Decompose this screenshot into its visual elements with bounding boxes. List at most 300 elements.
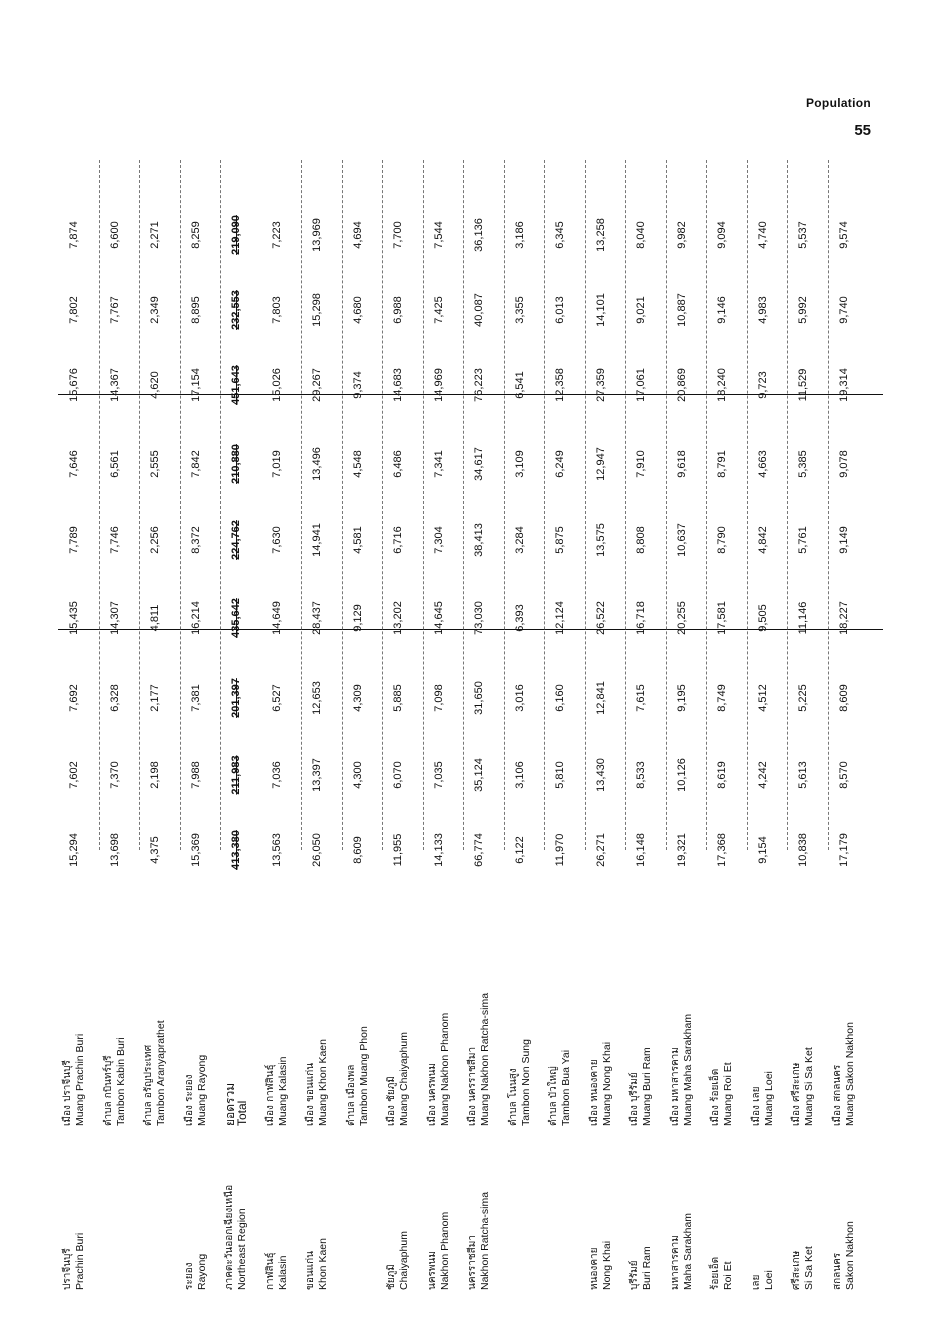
district-thai: ตำบล บัวใหญ่ [548,1066,559,1126]
population-value: 8,619 [716,761,728,789]
population-value: 8,040 [635,221,647,249]
district-cell [832,861,856,1126]
district-thai: ตำบล อรัญประเทศ [143,1044,154,1126]
district-cell [103,861,127,1126]
population-value: 5,885 [392,684,404,712]
population-value: 3,106 [513,761,526,789]
population-value: 8,790 [716,526,728,554]
district-thai: เมือง ชัยภูมิ [386,1076,397,1126]
province-cell [265,1132,289,1290]
population-value: 14,969 [432,368,445,402]
province-thai: มหาสารคาม [669,1235,681,1290]
province-english: Si Sa Ket [803,1246,815,1290]
province-english: Loei [762,1270,775,1290]
population-value: 6,013 [554,296,566,324]
population-value: 2,256 [149,526,161,554]
population-value: 15,294 [68,833,80,867]
population-value: 8,259 [189,221,202,249]
district-english: Muang Khon Kaen [317,1039,329,1126]
population-value: 7,425 [432,296,445,324]
population-value: 8,609 [351,836,364,864]
population-value: 6,541 [513,371,526,399]
population-value: 14,133 [432,833,445,867]
population-value: 10,637 [675,523,688,557]
row-separator [180,160,181,850]
population-value: 6,160 [554,684,566,712]
population-value: 12,358 [554,368,566,402]
population-value: 7,910 [635,450,647,478]
population-value: 4,620 [149,371,161,399]
province-english: Prachin Buri [74,1232,86,1290]
province-cell [791,1132,815,1290]
population-value: 15,369 [189,833,202,867]
population-value: 14,307 [108,601,121,635]
population-value: 18,227 [837,601,850,635]
population-value: 17,581 [716,601,728,635]
population-value: 6,249 [554,450,566,478]
district-english: Muang Nakhon Ratcha-sima [479,992,491,1126]
district-english: Tambon Bua Yai [560,1049,572,1126]
district-english: Muang Buri Ram [641,1047,653,1126]
population-value: 9,078 [837,450,850,478]
population-value: 28,437 [311,601,323,635]
province-thai: ขอนแก่น [305,1250,316,1290]
district-cell [589,861,613,1126]
district-english: Muang Chaiyaphum [398,1032,410,1126]
district-english: Muang Kalasin [276,1056,289,1126]
population-value: 13,430 [594,758,607,792]
population-value: 9,618 [675,450,688,478]
province-english: Northeast Region [236,1208,248,1290]
population-value: 7,341 [432,450,445,478]
row-separator [585,160,586,850]
district-thai: ตำบล โนนสูง [507,1068,519,1126]
district-thai: ตำบล เมืองพล [345,1064,357,1126]
population-value: 8,808 [635,526,647,554]
population-table [58,155,883,1290]
population-value: 7,842 [189,450,202,478]
population-value: 8,791 [716,450,728,478]
population-value: 66,774 [473,833,485,867]
district-thai: เมือง หนองคาย [588,1059,600,1126]
population-value: 11,955 [392,833,404,867]
population-value: 15,676 [68,368,80,402]
province-english: Nakhon Phanom [438,1211,451,1290]
row-separator [139,160,140,850]
population-value: 7,223 [270,221,283,249]
population-value: 13,202 [392,601,404,635]
row-separator [666,160,667,850]
population-value: 8,570 [837,761,850,789]
population-value: 7,036 [270,761,283,789]
province-english: Chaiyaphum [398,1231,410,1290]
district-english: Muang Sakon Nakhon [843,1022,856,1126]
population-value: 26,050 [311,833,323,867]
district-cell [710,861,734,1126]
population-value: 10,887 [675,293,688,327]
population-value: 5,385 [797,450,809,478]
population-value: 19,321 [675,833,688,867]
district-cell [346,861,370,1126]
district-thai: เมือง ศรีสะเกษ [791,1062,802,1126]
population-value: 4,842 [756,526,769,554]
population-value: 13,969 [311,218,323,252]
district-english: Tambon Non Sung [519,1039,532,1126]
population-value: 2,555 [149,450,161,478]
population-value: 8,609 [837,684,850,712]
province-thai: กาฬสินธุ์ [264,1252,276,1290]
province-english: Roi Et [722,1261,734,1290]
population-value: 5,992 [797,296,809,324]
province-cell [670,1132,694,1290]
province-cell [184,1132,208,1290]
population-value: 10,838 [797,833,809,867]
population-value: 7,615 [635,684,647,712]
population-value: 16,718 [635,601,647,635]
population-value: 224,762 [230,520,242,560]
row-separator [342,160,343,850]
district-thai: ยอดรวม [223,1082,237,1126]
population-value: 35,124 [473,758,485,792]
district-thai: เมือง เลย [750,1086,762,1126]
population-value: 19,314 [837,368,850,402]
row-separator [787,160,788,850]
population-value: 14,649 [270,601,283,635]
population-value: 5,810 [554,761,566,789]
district-english: Muang Prachin Buri [74,1033,86,1126]
province-english: Buri Ram [641,1246,653,1290]
province-cell [589,1132,613,1290]
population-value: 4,375 [149,836,161,864]
population-value: 4,512 [756,684,769,712]
row-separator [747,160,748,850]
province-english: Nong Khai [600,1240,613,1290]
province-english: Sakon Nakhon [843,1221,856,1290]
population-value: 3,284 [513,526,526,554]
row-separator [423,160,424,850]
population-value: 7,035 [432,761,445,789]
row-separator [220,160,221,850]
province-cell [62,1132,86,1290]
population-value: 5,761 [797,526,809,554]
population-value: 201,397 [230,678,242,718]
province-cell [710,1132,734,1290]
population-value: 7,381 [189,684,202,712]
population-value: 4,309 [351,684,364,712]
population-value: 14,645 [432,601,445,635]
district-cell [467,861,491,1126]
row-separator [706,160,707,850]
population-value: 413,380 [230,830,242,870]
population-value: 13,575 [594,523,607,557]
district-cell [143,861,167,1126]
province-cell [832,1132,856,1290]
district-cell [670,861,694,1126]
province-cell [386,1132,410,1290]
row-separator [382,160,383,850]
population-value: 17,154 [189,368,202,402]
district-thai: เมือง ขอนแก่น [305,1062,316,1126]
population-value: 7,746 [108,526,121,554]
population-value: 16,148 [635,833,647,867]
district-english: Tambon Aranyaprathet [155,1020,167,1126]
population-value: 2,349 [149,296,161,324]
population-value: 3,109 [513,450,526,478]
population-value: 15,435 [68,601,80,635]
district-thai: เมือง นครพนม [426,1063,438,1126]
population-value: 9,574 [837,221,850,249]
population-value: 7,630 [270,526,283,554]
population-value: 73,030 [473,601,485,635]
population-value: 9,021 [635,296,647,324]
district-cell [629,861,653,1126]
district-cell [548,861,572,1126]
district-english: Muang Maha Sarakham [681,1013,694,1126]
district-cell [62,861,86,1126]
district-thai: เมือง ระยอง [183,1074,195,1126]
province-thai: ปราจีนบุรี [62,1248,73,1290]
row-separator [828,160,829,850]
population-value: 26,271 [594,833,607,867]
population-value: 4,694 [351,221,364,249]
population-value: 6,561 [108,450,121,478]
row-separator [504,160,505,850]
population-value: 5,613 [797,761,809,789]
province-thai: ภาคตะวันออกเฉียงเหนือ [224,1184,235,1290]
district-thai: เมือง บุรีรัมย์ [629,1072,640,1126]
district-english: Muang Nakhon Phanom [438,1012,451,1126]
population-value: 11,970 [554,833,566,867]
district-cell [508,861,532,1126]
province-cell [751,1132,775,1290]
population-value: 31,650 [473,681,485,715]
population-value: 451,643 [230,365,242,405]
population-value: 13,258 [594,218,607,252]
province-cell [427,1132,451,1290]
population-value: 11,146 [797,601,809,635]
population-value: 6,070 [392,761,404,789]
population-value: 4,740 [756,221,769,249]
population-value: 4,242 [756,761,769,789]
population-value: 2,198 [149,761,161,789]
population-value: 210,880 [230,444,242,484]
province-thai: ศรีสะเกษ [791,1250,802,1290]
population-value: 10,126 [675,758,688,792]
population-value: 2,177 [149,684,161,712]
district-english: Total [235,1100,249,1126]
population-value: 7,802 [68,296,80,324]
population-value: 13,698 [108,833,121,867]
population-value: 15,026 [270,368,283,402]
population-value: 6,328 [108,684,121,712]
population-value: 7,988 [189,761,202,789]
population-value: 4,548 [351,450,364,478]
population-value: 34,617 [473,447,485,481]
population-value: 4,300 [351,761,364,789]
district-english: Tambon Muang Phon [357,1026,370,1126]
district-cell [751,861,775,1126]
population-value: 4,680 [351,296,364,324]
district-english: Muang Loei [762,1071,775,1126]
population-value: 6,988 [392,296,404,324]
population-value: 7,803 [270,296,283,324]
population-value: 9,374 [351,371,364,399]
population-value: 6,486 [392,450,404,478]
population-value: 7,019 [270,450,283,478]
population-value: 6,600 [108,221,121,249]
population-value: 7,544 [432,221,445,249]
province-cell [305,1132,329,1290]
population-value: 6,527 [270,684,283,712]
population-value: 8,749 [716,684,728,712]
district-cell [386,861,410,1126]
district-thai: เมือง สกลนคร [831,1064,843,1126]
district-thai: เมือง มหาสารคาม [669,1047,681,1126]
population-value: 6,393 [513,604,526,632]
population-value: 9,740 [837,296,850,324]
province-english: Nakhon Ratcha-sima [479,1191,491,1290]
row-separator [99,160,100,850]
population-value: 17,061 [635,368,647,402]
province-cell [224,1132,248,1290]
population-value: 15,298 [311,293,323,327]
population-value: 7,646 [68,450,80,478]
population-value: 12,947 [594,447,607,481]
population-value: 232,553 [230,290,242,330]
province-english: Khon Kaen [317,1238,329,1290]
district-thai: เมือง ร้อยเอ็ด [710,1068,721,1126]
population-value: 9,982 [675,221,688,249]
population-value: 9,723 [756,371,769,399]
population-value: 13,563 [270,833,283,867]
district-cell [791,861,815,1126]
province-cell [467,1132,491,1290]
population-value: 7,370 [108,761,121,789]
district-cell [265,861,289,1126]
population-value: 2,271 [149,221,161,249]
population-value: 9,146 [716,296,728,324]
province-thai: บุรีรัมย์ [629,1260,640,1290]
population-value: 76,223 [473,368,485,402]
population-value: 7,767 [108,296,121,324]
province-thai: ร้อยเอ็ด [710,1256,721,1290]
population-value: 26,522 [594,601,607,635]
population-value: 13,397 [311,758,323,792]
district-english: Tambon Kabin Buri [114,1037,127,1126]
population-value: 3,186 [513,221,526,249]
population-value: 12,841 [594,681,607,715]
population-value: 11,529 [797,368,809,402]
row-separator [544,160,545,850]
population-value: 18,240 [716,368,728,402]
province-cell [629,1132,653,1290]
population-value: 8,533 [635,761,647,789]
population-value: 38,413 [473,523,485,557]
population-value: 12,653 [311,681,323,715]
row-separator [463,160,464,850]
population-value: 9,505 [756,604,769,632]
province-thai: ชัยภูมิ [386,1264,397,1290]
district-cell [427,861,451,1126]
population-value: 7,602 [68,761,80,789]
province-thai: หนองคาย [588,1247,600,1290]
population-value: 17,179 [837,833,850,867]
district-english: Muang Rayong [195,1054,208,1126]
population-value: 7,789 [68,526,80,554]
population-value: 8,372 [189,526,202,554]
population-value: 13,496 [311,447,323,481]
table-row [832,155,896,1290]
district-thai: เมือง กาฬสินธุ์ [264,1064,276,1126]
district-english: Muang Nong Khai [600,1041,613,1126]
population-value: 20,869 [675,368,688,402]
population-value: 7,700 [392,221,404,249]
population-value: 36,136 [473,218,485,252]
population-value: 3,355 [513,296,526,324]
population-value: 20,255 [675,601,688,635]
population-value: 6,345 [554,221,566,249]
population-value: 27,359 [594,368,607,402]
population-value: 16,214 [189,601,202,635]
row-separator [625,160,626,850]
population-value: 7,874 [68,221,80,249]
population-value: 14,683 [392,368,404,402]
population-value: 9,094 [716,221,728,249]
page-number: 55 [854,122,871,139]
province-thai: สกลนคร [831,1252,843,1290]
province-thai: ระยอง [183,1262,195,1290]
population-value: 4,811 [149,604,161,632]
population-value: 7,304 [432,526,445,554]
population-value: 7,692 [68,684,80,712]
population-value: 3,016 [513,684,526,712]
population-value: 40,087 [473,293,485,327]
population-value: 5,225 [797,684,809,712]
district-thai: เมือง ปราจีนบุรี [62,1060,73,1126]
header-title: Population [806,96,871,110]
district-cell [224,861,248,1126]
population-value: 211,983 [230,755,242,795]
population-value: 219,090 [230,215,242,255]
population-value: 5,875 [554,526,566,554]
population-value: 12,124 [554,601,566,635]
population-value: 4,983 [756,296,769,324]
population-value: 6,122 [513,836,526,864]
province-thai: นครราชสีมา [467,1235,478,1290]
population-value: 8,895 [189,296,202,324]
province-english: Maha Sarakham [681,1212,694,1290]
population-value: 4,581 [351,526,364,554]
row-separator [301,160,302,850]
population-value: 29,267 [311,368,323,402]
province-english: Rayong [195,1253,208,1290]
population-value: 435,642 [230,598,242,638]
population-value: 6,716 [392,526,404,554]
province-thai: เลย [750,1274,762,1290]
district-english: Muang Roi Et [722,1062,734,1126]
population-value: 14,367 [108,368,121,402]
population-value: 14,941 [311,523,323,557]
district-cell [184,861,208,1126]
province-english: Kalasin [276,1255,289,1290]
population-value: 4,663 [756,450,769,478]
population-value: 14,101 [594,293,607,327]
population-value: 9,154 [756,836,769,864]
population-value: 9,149 [837,526,850,554]
district-thai: เมือง นครราชสีมา [467,1046,478,1126]
district-thai: ตำบล กบินทร์บุรี [102,1055,114,1126]
population-value: 9,129 [351,604,364,632]
